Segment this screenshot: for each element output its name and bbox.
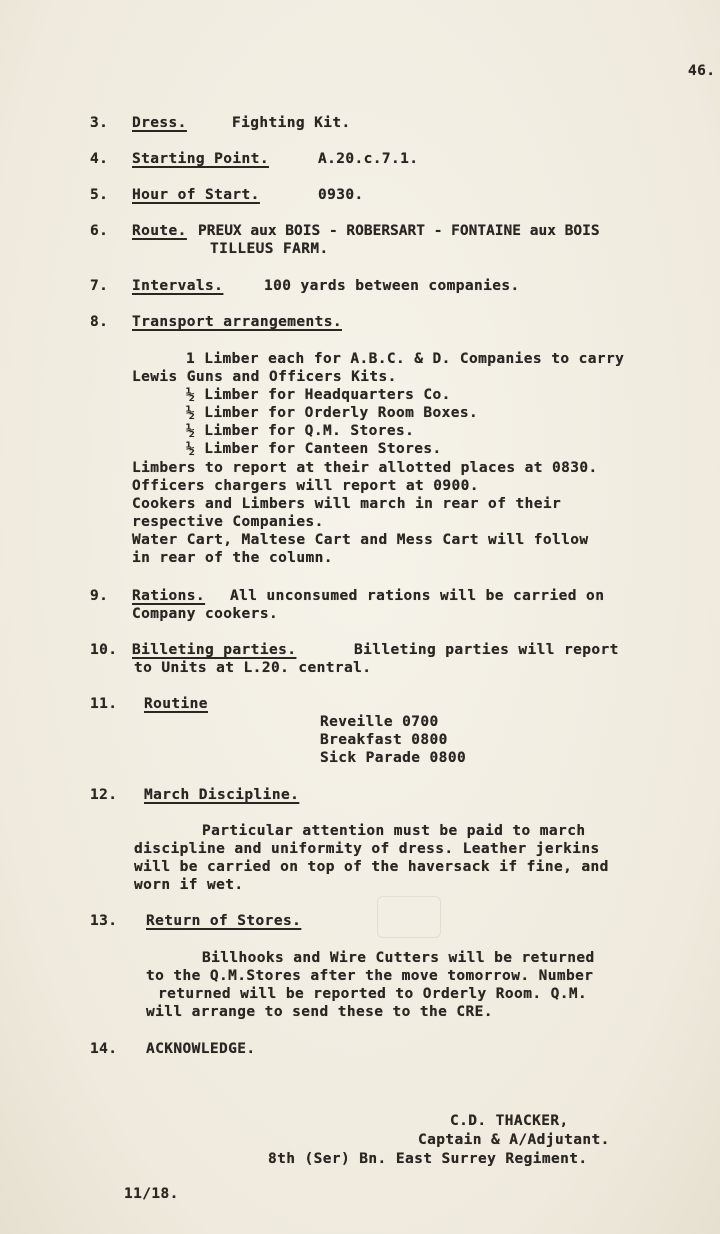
- item-number: 3.: [90, 115, 109, 131]
- item-heading-acknowledge: ACKNOWLEDGE.: [146, 1041, 256, 1057]
- transport-line: Officers chargers will report at 0900.: [132, 478, 479, 494]
- item-text-billeting-cont: to Units at L.20. central.: [134, 660, 372, 676]
- stores-line: will arrange to send these to the CRE.: [146, 1004, 493, 1020]
- faint-stamp-mark: [377, 896, 441, 938]
- item-number: 12.: [90, 787, 118, 803]
- item-number: 14.: [90, 1041, 118, 1057]
- transport-line: ½ Limber for Headquarters Co.: [186, 387, 451, 403]
- item-number: 11.: [90, 696, 118, 712]
- item-text-dress: Fighting Kit.: [232, 115, 351, 131]
- document-reference: 11/18.: [124, 1186, 179, 1202]
- transport-line: respective Companies.: [132, 514, 324, 530]
- item-number: 4.: [90, 151, 109, 167]
- item-heading-routine: Routine: [144, 696, 208, 712]
- item-text-rations: All unconsumed rations will be carried on: [230, 588, 605, 604]
- item-text-route: PREUX aux BOIS - ROBERSART - FONTAINE aux BOIS: [198, 223, 600, 239]
- item-text-billeting: Billeting parties will report: [354, 642, 619, 658]
- item-heading-return-of-stores: Return of Stores.: [146, 913, 302, 929]
- item-number: 13.: [90, 913, 118, 929]
- item-text-route-cont: TILLEUS FARM.: [210, 241, 329, 257]
- item-heading-hour-of-start: Hour of Start.: [132, 187, 260, 203]
- signature-name: C.D. THACKER,: [450, 1113, 569, 1129]
- item-number: 7.: [90, 278, 109, 294]
- transport-line: Cookers and Limbers will march in rear of their: [132, 496, 562, 512]
- item-heading-billeting: Billeting parties.: [132, 642, 297, 658]
- item-heading-dress: Dress.: [132, 115, 187, 131]
- discipline-line: will be carried on top of the haversack if fine, and: [134, 859, 609, 875]
- discipline-line: discipline and uniformity of dress. Leather jerkins: [134, 841, 600, 857]
- item-number: 5.: [90, 187, 109, 203]
- routine-line: Breakfast 0800: [320, 732, 448, 748]
- item-number: 9.: [90, 588, 109, 604]
- stores-line: to the Q.M.Stores after the move tomorrow. Number: [146, 968, 594, 984]
- discipline-line: Particular attention must be paid to march: [202, 823, 586, 839]
- item-heading-intervals: Intervals.: [132, 278, 224, 294]
- routine-line: Sick Parade 0800: [320, 750, 467, 766]
- item-text-intervals: 100 yards between companies.: [264, 278, 520, 294]
- item-number: 10.: [90, 642, 118, 658]
- item-text-starting-point: A.20.c.7.1.: [318, 151, 419, 167]
- transport-line: in rear of the column.: [132, 550, 333, 566]
- item-heading-route: Route.: [132, 223, 187, 239]
- item-heading-rations: Rations.: [132, 588, 206, 604]
- item-number: 8.: [90, 314, 109, 330]
- item-heading-transport: Transport arrangements.: [132, 314, 342, 330]
- stores-line: Billhooks and Wire Cutters will be returned: [202, 950, 595, 966]
- item-heading-starting-point: Starting Point.: [132, 151, 269, 167]
- discipline-line: worn if wet.: [134, 877, 244, 893]
- item-heading-march-discipline: March Discipline.: [144, 787, 300, 803]
- transport-line: ½ Limber for Orderly Room Boxes.: [186, 405, 479, 421]
- stores-line: returned will be reported to Orderly Room. Q.M.: [158, 986, 588, 1002]
- transport-line: ½ Limber for Canteen Stores.: [186, 441, 442, 457]
- item-text-hour-of-start: 0930.: [318, 187, 364, 203]
- signature-unit: 8th (Ser) Bn. East Surrey Regiment.: [268, 1151, 588, 1167]
- routine-line: Reveille 0700: [320, 714, 439, 730]
- transport-line: ½ Limber for Q.M. Stores.: [186, 423, 415, 439]
- item-number: 6.: [90, 223, 109, 239]
- page-number: 46.: [688, 63, 716, 79]
- item-text-rations-cont: Company cookers.: [132, 606, 279, 622]
- transport-line: Lewis Guns and Officers Kits.: [132, 369, 397, 385]
- transport-line: Water Cart, Maltese Cart and Mess Cart will follow: [132, 532, 589, 548]
- transport-line: 1 Limber each for A.B.C. & D. Companies to carry: [186, 351, 625, 367]
- signature-rank: Captain & A/Adjutant.: [418, 1132, 610, 1148]
- transport-line: Limbers to report at their allotted places at 0830.: [132, 460, 598, 476]
